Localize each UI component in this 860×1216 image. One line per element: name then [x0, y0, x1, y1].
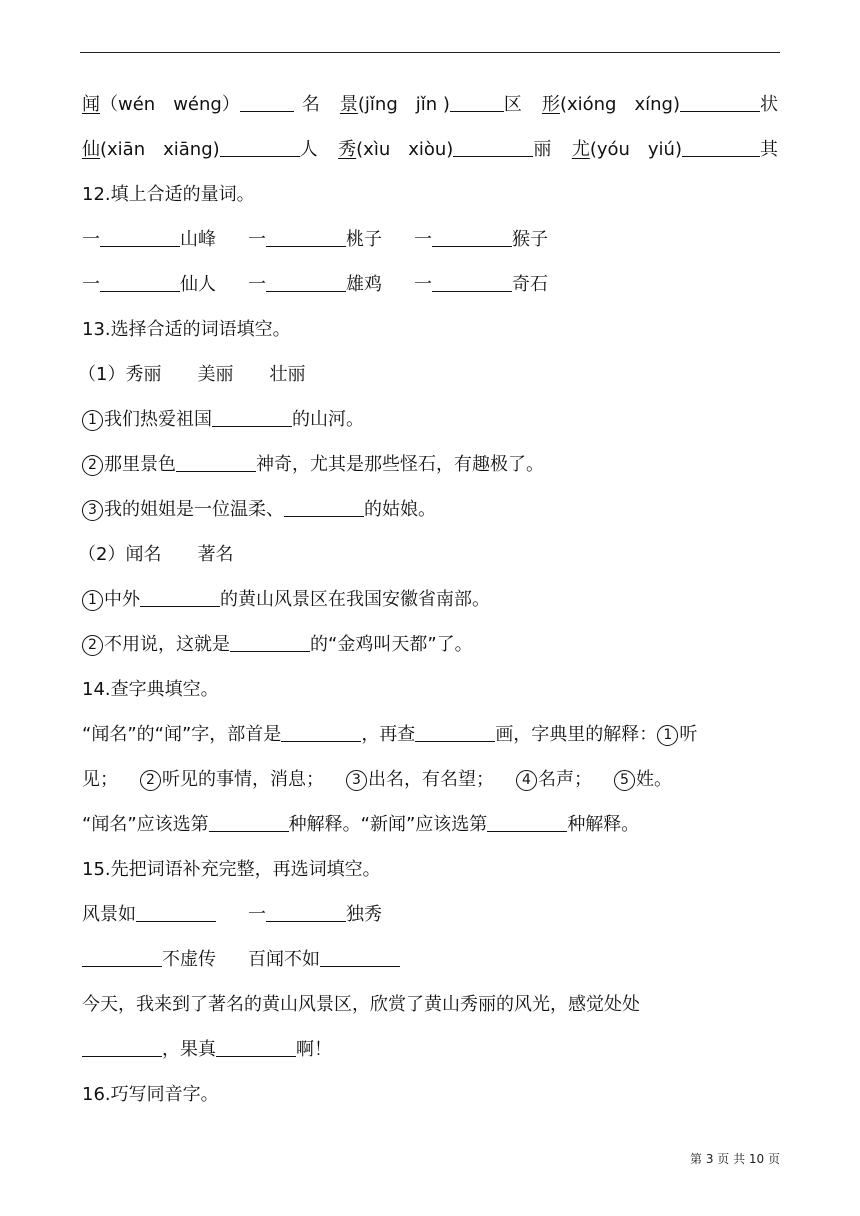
idiom-end: 不虚传 [162, 949, 216, 970]
answer-blank[interactable] [212, 406, 292, 427]
circled-number: 1 [82, 590, 103, 611]
q11-row-1 [82, 91, 778, 119]
answer-blank[interactable] [432, 226, 512, 247]
answer-blank[interactable] [240, 91, 294, 112]
circled-number: 4 [516, 770, 537, 791]
q11-item [82, 136, 318, 164]
answer-blank[interactable] [453, 136, 533, 157]
q16-title: 16.巧写同音字。 [82, 1084, 219, 1105]
header-rule [80, 52, 780, 53]
text: 种解释。“新闻”应该选第 [288, 814, 488, 835]
measure-prefix: 一 [414, 229, 432, 250]
text: “闻名”的“闻”字，部首是 [82, 724, 282, 745]
answer-blank[interactable] [415, 721, 495, 742]
text: 画，字典里的解释： [495, 724, 658, 745]
answer-blank[interactable] [209, 811, 289, 832]
noun: 奇石 [512, 274, 548, 295]
q12-title: 12.填上合适的量词。 [82, 184, 255, 205]
answer-blank[interactable] [320, 946, 400, 967]
measure-prefix: 一 [248, 274, 266, 295]
q13-title: 13.选择合适的词语填空。 [82, 319, 291, 340]
answer-blank[interactable] [176, 451, 256, 472]
answer-blank[interactable] [220, 136, 300, 157]
sentence-before: 中外 [104, 589, 140, 610]
pinyin-options: (xìu xiòu) [356, 139, 454, 160]
q13-item [82, 496, 778, 524]
answer-blank[interactable] [216, 1036, 296, 1057]
measure-prefix: 一 [82, 229, 100, 250]
pinyin-options: (yóu yiú) [589, 139, 682, 160]
word-suffix: 丽 [533, 139, 552, 160]
sentence-before: 我们热爱祖国 [104, 409, 212, 430]
q13-item [82, 631, 778, 659]
measure-prefix: 一 [82, 274, 100, 295]
sentence-after: 的姑娘。 [364, 499, 436, 520]
q13-part1-options: （1）秀丽 美丽 壮丽 [78, 364, 306, 385]
answer-blank[interactable] [100, 271, 180, 292]
sentence-after: 的黄山风景区在我国安徽省南部。 [220, 589, 490, 610]
measure-prefix: 一 [248, 229, 266, 250]
word-suffix: 区 [503, 94, 522, 115]
circled-number: 2 [82, 455, 103, 476]
answer-blank[interactable] [680, 91, 760, 112]
q11-item [572, 136, 778, 164]
text: 种解释。 [567, 814, 640, 835]
target-char: 景 [339, 94, 358, 115]
pinyin-options: (jǐng jǐn ) [357, 94, 450, 115]
q11-item [542, 91, 778, 119]
q15-words-2 [82, 946, 778, 974]
noun: 雄鸡 [346, 274, 382, 295]
circled-number: 2 [82, 635, 103, 656]
word-suffix: 名 [301, 94, 320, 115]
circled-number: 1 [657, 725, 678, 746]
text: 名声； [538, 769, 592, 790]
q13-item [82, 451, 778, 479]
sentence-before: 我的姐姐是一位温柔、 [104, 499, 284, 520]
q11-item [338, 136, 551, 164]
idiom-end: 独秀 [346, 904, 382, 925]
circled-number: 3 [346, 770, 367, 791]
answer-blank[interactable] [136, 901, 216, 922]
word-suffix: 状 [760, 94, 778, 115]
target-char: 形 [541, 94, 560, 115]
circled-number: 3 [82, 500, 103, 521]
noun: 山峰 [180, 229, 216, 250]
answer-blank[interactable] [266, 901, 346, 922]
q13-item [82, 586, 778, 614]
answer-blank[interactable] [266, 226, 346, 247]
q13-item [82, 406, 778, 434]
q12-row-1 [82, 226, 778, 254]
sentence-before: 那里景色 [104, 454, 176, 475]
text: ，再查 [361, 724, 416, 745]
sentence-after: 的“金鸡叫天都”了。 [310, 634, 473, 655]
word-suffix: 人 [299, 139, 318, 160]
answer-blank[interactable] [82, 1036, 162, 1057]
q11-row-2 [82, 136, 778, 164]
answer-blank[interactable] [230, 631, 310, 652]
answer-blank[interactable] [82, 946, 162, 967]
q14-line-2 [82, 766, 778, 794]
q15-title: 15.先把词语补充完整，再选词填空。 [82, 859, 381, 880]
text: 出名，有名望； [368, 769, 494, 790]
answer-blank[interactable] [140, 586, 220, 607]
measure-prefix: 一 [414, 274, 432, 295]
q11-item [340, 91, 522, 119]
text: 听见的事情，消息； [162, 769, 324, 790]
text: ，果真 [162, 1039, 216, 1060]
target-char: 尤 [571, 139, 590, 160]
noun: 猴子 [512, 229, 548, 250]
answer-blank[interactable] [266, 271, 346, 292]
sentence-after: 神奇，尤其是那些怪石，有趣极了。 [256, 454, 544, 475]
circled-number: 1 [82, 410, 103, 431]
sentence-before: 不用说，这就是 [104, 634, 230, 655]
idiom-start: 百闻不如 [248, 949, 320, 970]
answer-blank[interactable] [281, 721, 361, 742]
answer-blank[interactable] [100, 226, 180, 247]
text: 见； [82, 769, 118, 790]
word-suffix: 其 [760, 139, 778, 160]
q13-part2-options: （2）闻名 著名 [78, 544, 234, 565]
target-char: 秀 [338, 139, 357, 160]
q15-paragraph-1: 今天，我来到了著名的黄山风景区，欣赏了黄山秀丽的风光，感觉处处 [82, 994, 640, 1015]
answer-blank[interactable] [450, 91, 504, 112]
answer-blank[interactable] [432, 271, 512, 292]
pinyin-options: (xióng xíng) [559, 94, 680, 115]
noun: 桃子 [346, 229, 382, 250]
q11-item [82, 91, 320, 119]
sentence-after: 的山河。 [292, 409, 364, 430]
q15-words-1 [82, 901, 778, 929]
text: “闻名”应该选第 [82, 814, 209, 835]
circled-number: 5 [614, 770, 635, 791]
answer-blank[interactable] [487, 811, 567, 832]
idiom-start: 一 [248, 904, 266, 925]
page-footer: 第 3 页 共 10 页 [690, 1152, 780, 1166]
q15-paragraph-2 [82, 1036, 778, 1064]
q12-row-2 [82, 271, 778, 299]
answer-blank[interactable] [682, 136, 760, 157]
answer-blank[interactable] [284, 496, 364, 517]
pinyin-options: （wén wéng） [100, 94, 240, 115]
q14-line-1 [82, 721, 778, 749]
q14-title: 14.查字典填空。 [82, 679, 219, 700]
target-char: 闻 [82, 94, 100, 115]
pinyin-options: (xiān xiāng) [100, 139, 220, 160]
idiom-start: 风景如 [82, 904, 136, 925]
text: 听 [679, 724, 698, 745]
noun: 仙人 [180, 274, 216, 295]
q14-line-3 [82, 811, 778, 839]
text: 啊！ [296, 1039, 332, 1060]
text: 姓。 [636, 769, 672, 790]
circled-number: 2 [140, 770, 161, 791]
target-char: 仙 [82, 139, 100, 160]
